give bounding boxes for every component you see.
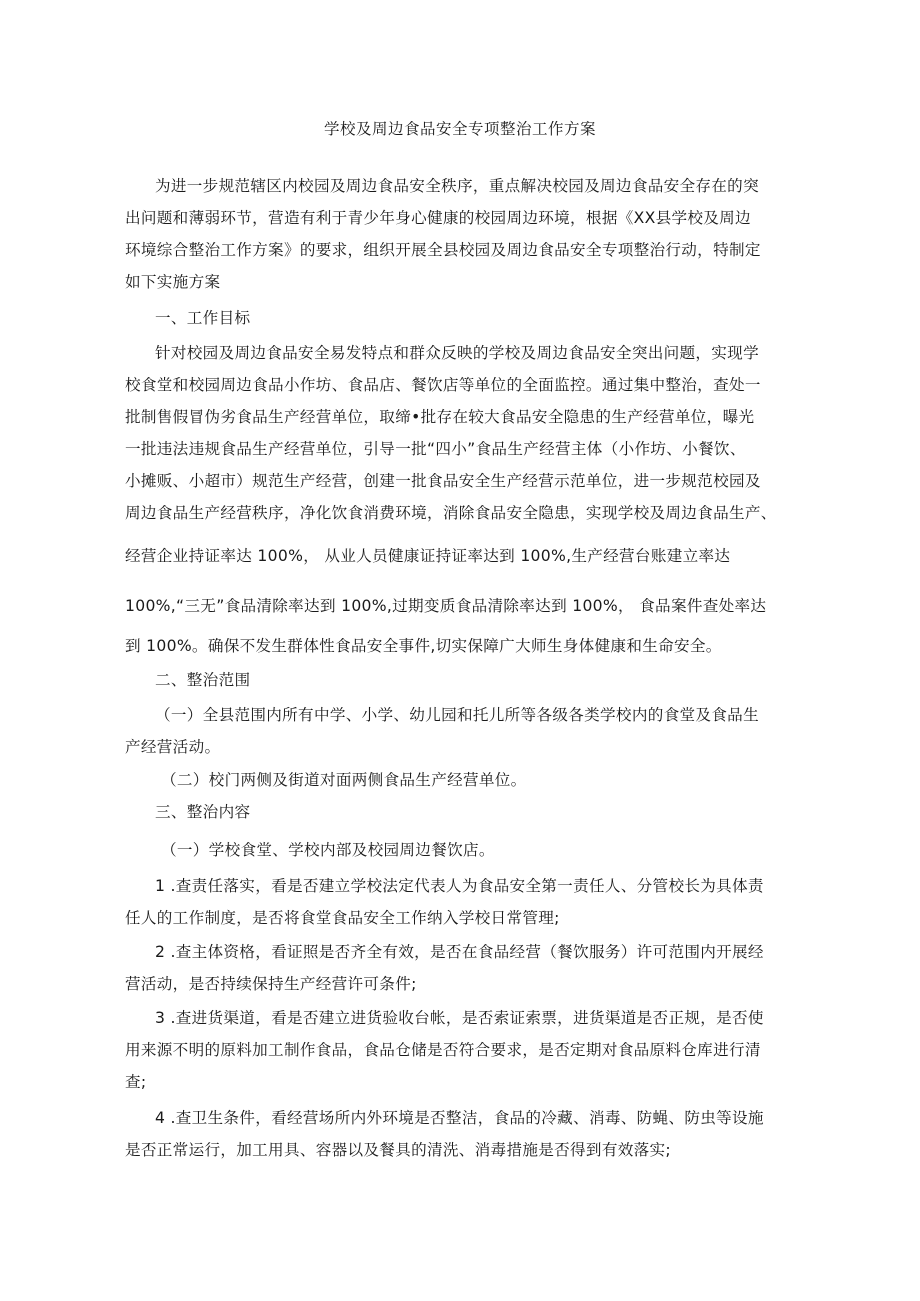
section1-line: 到 100%。确保不发生群体性食品安全事件,切实保障广大师生身体健康和生命安全。 xyxy=(125,637,722,655)
intro-line: 为进一步规范辖区内校园及周边食品安全秩序，重点解决校园及周边食品安全存在的突 xyxy=(155,177,759,195)
section1-line: 周边食品生产经营秩序，净化饮食消费环境，消除食品安全隐患，实现学校及周边食品生产、 xyxy=(125,504,777,522)
item-1-line: 任人的工作制度，是否将食堂食品安全工作纳入学校日常管理; xyxy=(125,909,560,927)
section2-item1-line: 产经营活动。 xyxy=(125,738,221,756)
intro-line: 如下实施方案 xyxy=(125,273,221,291)
section1-line: 经营企业持证率达 100%， 从业人员健康证持证率达到 100%,生产经营台账建立率达 xyxy=(125,547,731,565)
section-heading-3: 三、整治内容 xyxy=(155,803,251,821)
intro-line: 出问题和薄弱环节，营造有利于青少年身心健康的校园周边环境，根据《XX县学校及周边 xyxy=(125,209,751,227)
section1-line: 100%,“三无”食品清除率达到 100%,过期变质食品清除率达到 100%， 食品案件查处率达 xyxy=(125,597,767,615)
section1-line: 校食堂和校园周边食品小作坊、食品店、餐饮店等单位的全面监控。通过集中整治，查处一 xyxy=(125,376,761,394)
item-4-line: 是否正常运行，加工用具、容器以及餐具的清洗、消毒措施是否得到有效落实; xyxy=(125,1141,671,1159)
section1-line: 批制售假冒伪劣食品生产经营单位，取缔•批存在较大食品安全隐患的生产经营单位，曝光 xyxy=(125,408,755,426)
section1-line: 针对校园及周边食品安全易发特点和群众反映的学校及周边食品安全突出问题，实现学 xyxy=(155,344,759,362)
item-2-line: 营活动，是否持续保持生产经营许可条件; xyxy=(125,975,417,993)
section-heading-2: 二、整治范围 xyxy=(155,671,251,689)
section-heading-1: 一、工作目标 xyxy=(155,309,251,327)
item-1-line: 1 .查责任落实，看是否建立学校法定代表人为食品安全第一责任人、分管校长为具体责 xyxy=(155,877,764,895)
section1-line: 小摊贩、小超市）规范生产经营，创建一批食品安全生产经营示范单位，进一步规范校园及 xyxy=(125,472,761,490)
item-3-line: 查; xyxy=(125,1073,147,1091)
section2-item1-line: （一）全县范围内所有中学、小学、幼儿园和托儿所等各级各类学校内的食堂及食品生 xyxy=(155,706,759,724)
item-2-line: 2 .查主体资格，看证照是否齐全有效，是否在食品经营（餐饮服务）许可范围内开展经 xyxy=(155,943,764,961)
section1-line: 一批违法违规食品生产经营单位，引导一批“四小”食品生产经营主体（小作坊、小餐饮、 xyxy=(125,440,746,458)
section2-item2: （二）校门两侧及街道对面两侧食品生产经营单位。 xyxy=(161,771,527,789)
item-3-line: 3 .查进货渠道，看是否建立进货验收台帐，是否索证索票，进货渠道是否正规，是否使 xyxy=(155,1009,764,1027)
item-3-line: 用来源不明的原料加工制作食品，食品仓储是否符合要求，是否定期对食品原料仓库进行清 xyxy=(125,1041,761,1059)
item-4-line: 4 .查卫生条件，看经营场所内外环境是否整洁，食品的冷藏、消毒、防蝇、防虫等设施 xyxy=(155,1109,764,1127)
document-title: 学校及周边食品安全专项整治工作方案 xyxy=(323,120,596,138)
intro-line: 环境综合整治工作方案》的要求，组织开展全县校园及周边食品安全专项整治行动，特制定 xyxy=(125,241,761,259)
section3-sub1: （一）学校食堂、学校内部及校园周边餐饮店。 xyxy=(161,841,495,859)
document-body xyxy=(125,0,805,1301)
